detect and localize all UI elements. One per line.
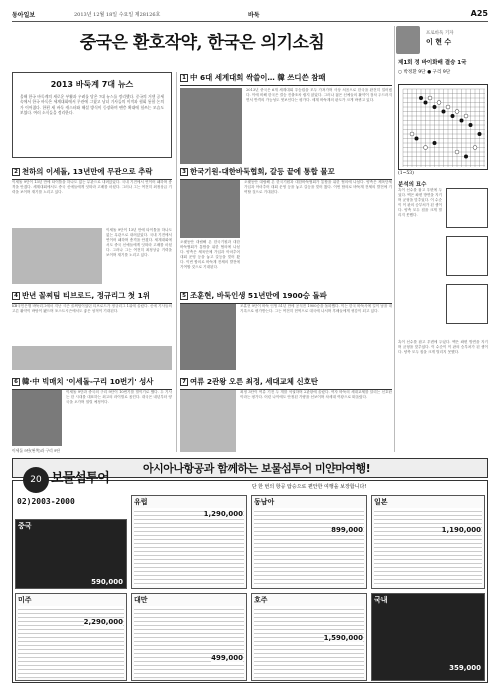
ad-phone: 02)2003-2000 (17, 497, 75, 506)
ad-dest: 동남아 (254, 498, 275, 506)
article-headline (180, 166, 392, 177)
ad-cell-china[interactable] (15, 519, 127, 589)
ad-price: 359,000 (449, 664, 481, 672)
game-info (398, 58, 488, 75)
ad-lines (134, 508, 244, 586)
ad-cell-sea[interactable] (251, 495, 367, 589)
game-title: 제1회 정 바이화배 결승 1국 (398, 60, 467, 66)
article-body: 오랫동안 대립해 온 한국기원과 대한바둑협회가 통합을 위한 협의에 나섰다. 양측은 체육단체 가입과 아마추어 대회 운영 등을 놓고 갈등을 빚어 왔다. 이번 합의로 바둑계 전체의 발전에 기여할 것으로 기대된다. (244, 180, 392, 195)
ad-cell-japan[interactable] (371, 495, 485, 589)
photo-caption: 이세돌 9단(왼쪽)과 구리 9단 (12, 448, 61, 453)
news-summary-box (12, 72, 172, 158)
ad-lines (254, 606, 364, 678)
column-divider (394, 26, 395, 452)
analysis-text: 흑이 선수를 잡고 우변에 두었다. 백은 좌변 방면을 지키며 균형을 맞추었다. 이 수순이 이 판의 승부처가 된 셈이다. 양측 모두 집을 크게 벌리지 못했다. (398, 188, 442, 218)
ad-lines (18, 606, 124, 678)
ad-dest: 미주 (18, 596, 32, 604)
page-headline: 중국은 환호작약, 한국은 의기소침 (79, 33, 325, 53)
ad-cell-taiwan[interactable] (131, 593, 247, 681)
column-author (396, 26, 488, 56)
article-body: 조훈현 9단이 바둑 인생 51년 만에 공식전 1900승을 돌파했다. 이는 한국 바둑사에 길이 남을 대기록으로 평가받는다. 그는 여전히 현역으로 대국에 나서며 후배들에게 귀감이 되고 있다. (240, 304, 392, 314)
article-photo (12, 228, 102, 284)
author-name: 이 현 수 (426, 38, 452, 46)
go-board (398, 84, 488, 170)
ad-dest: 일본 (374, 498, 388, 506)
article-body-cont: 오랫동안 대립해 온 한국기원과 대한바둑협회가 통합을 위한 협의에 나섰다. 양측은 체육단체 가입과 아마추어 대회 운영 등을 놓고 갈등을 빚어 왔다. 이번 합의로 바둑계 전체의 발전에 기여할 것으로 기대된다. (180, 240, 240, 270)
ad-lines (374, 508, 482, 586)
article-photo (180, 88, 242, 164)
article-photo (180, 304, 236, 370)
ad-subtext: 단 한 번의 항공 탑승으로 편안한 여행을 보장합니다! (251, 484, 367, 490)
ad-dest: 국내 (374, 596, 388, 604)
article-body: 이세돌 9단이 13년 만에 타이틀을 하나도 없는 무관으로 내려앉았다. 국내 기전에서 연이어 패하며 충격을 안겼다. 세계대회에서도 중국 신예들에게 잇따라 고배를 마셨다. 그러나 그는 여전히 최정상급 기력을 보이며 재기를 노리고 있다. (12, 180, 172, 195)
article-6[interactable] (12, 376, 172, 390)
ad-cell-domestic[interactable] (371, 593, 485, 681)
ad-cell-europe[interactable] (131, 495, 247, 589)
diagram-board-1 (446, 188, 488, 228)
divider (180, 85, 392, 86)
column-divider (176, 72, 177, 452)
players (398, 69, 488, 75)
article-title: 한국기원-대한바둑협회, 갈등 끝에 통합 물꼬 (190, 167, 335, 176)
article-number: 5 (180, 292, 188, 300)
article-title: 中 6대 세계대회 싹쓸이… 韓 쓰디쓴 참패 (190, 73, 326, 82)
article-number: 1 (180, 74, 188, 82)
article-body: KB국민은행 바둑리그에서 지난 시즌 꼴찌팀이었던 티브로드가 정규리그 1위에 올랐다. 신예 기사들의 고른 활약이 바탕이 됐으며 포스트시즌에서도 좋은 성적이 기대된다. (12, 304, 172, 314)
article-number: 2 (12, 168, 20, 176)
article-number: 7 (180, 378, 188, 386)
ad-headline: 아시아나항공과 함께하는 보물섬투어 미얀마여행! (143, 462, 371, 475)
article-title: 조훈현, 바둑인생 51년만에 1900승 돌파 (190, 291, 327, 300)
article-headline (12, 376, 172, 387)
ad-dest: 유럽 (134, 498, 148, 506)
ad-lines (134, 606, 244, 678)
ad-cell-america[interactable] (15, 593, 127, 681)
author-title: 프로바둑 기자 (426, 31, 454, 36)
diagram-board-2 (446, 236, 488, 276)
ad-dest: 대만 (134, 596, 148, 604)
article-title: 반년 꼴찌팀 티브로드, 정규리그 첫 1위 (22, 291, 150, 300)
go-board-grid (399, 85, 489, 171)
section-name: 바둑 (248, 12, 260, 19)
article-number: 4 (12, 292, 20, 300)
article-photo (180, 390, 236, 452)
publication-name: 동아일보 (12, 12, 36, 19)
ad-dest: 중국 (18, 522, 32, 530)
ad-price: 590,000 (91, 578, 123, 586)
ad-price: 899,000 (331, 526, 363, 534)
article-photo (180, 180, 240, 238)
article-headline (12, 166, 172, 177)
ad-price: 2,290,000 (83, 618, 123, 626)
article-headline (180, 72, 392, 83)
ad-lines (254, 508, 364, 586)
masthead (12, 8, 488, 22)
article-3[interactable] (180, 166, 392, 180)
article-photo (12, 346, 172, 370)
article-body: 2013년 중국은 6개 세계대회 우승컵을 모두 가져가며 사상 처음으로 한국을 완전히 밀어냈다. 이에 비해 한국은 결승 진출조차 쉽지 않았다. 그러나 젊은 신예들의 활약이 점차 두드러지면서 반격의 가능성도 엿보인다는 평가다. 세계 바둑계의 판도가 크게 바뀌고 있다. (246, 88, 392, 103)
article-number: 3 (180, 168, 188, 176)
article-7[interactable] (180, 376, 392, 390)
ad-price: 1,290,000 (203, 510, 243, 518)
article-body: 이세돌 9단과 중국의 구리 9단이 10번기를 벌이기로 했다. 두 기사는 한 시대를 대표하는 최고의 라이벌로 꼽힌다. 대국은 내년부터 양국을 오가며 열릴 예정이다. (66, 390, 172, 405)
article-number: 6 (12, 378, 20, 386)
ad-price: 499,000 (211, 654, 243, 662)
ad-cell-australia[interactable] (251, 593, 367, 681)
ad-price: 1,190,000 (441, 526, 481, 534)
board-caption: (1~53) (398, 171, 414, 176)
article-body-cont: 이세돌 9단이 13년 만에 타이틀을 하나도 없는 무관으로 내려앉았다. 국내 기전에서 연이어 패하며 충격을 안겼다. 세계대회에서도 중국 신예들에게 잇따라 고배를 마셨다. 그러나 그는 여전히 최정상급 기력을 보이며 재기를 노리고 있다. (106, 228, 172, 258)
diagram-board-3 (446, 284, 488, 324)
article-1[interactable] (180, 72, 392, 86)
logo-badge: 20 (23, 467, 49, 493)
ad-dest: 호주 (254, 596, 268, 604)
article-headline (180, 376, 392, 387)
news-box-body: 올해 한국 바둑계의 새로운 부활과 우려를 담은 7대 뉴스를 정리했다. 중국의 거센 공세 속에서 한국 바둑은 세계대회에서 무관에 그쳤고 남녀 기사들의 이적과 협회 통합 논의가 이어졌다. 한편 새 바둑 캐스터와 해설 방식이 등장하며 팬층 확대에 힘쓰는 모습도 보였다. 여러 소식들을 정리한다. (20, 94, 164, 116)
ad-logo-block (17, 465, 127, 513)
article-headline (12, 290, 172, 301)
ad-price: 1,590,000 (323, 634, 363, 642)
black-player: ● 구리 9단 (427, 70, 451, 75)
article-photo (12, 390, 62, 446)
white-player: ○ 박정환 9단 (398, 70, 426, 75)
article-title: 韓·中 빅매치 '이세돌-구리 10번기' 성사 (22, 377, 154, 386)
article-headline (180, 290, 392, 301)
article-5[interactable] (180, 290, 392, 304)
analysis-text-cont: 흑이 선수를 잡고 우변에 두었다. 백은 좌변 방면을 지키며 균형을 맞추었다. 이 수순이 이 판의 승부처가 된 셈이다. 양측 모두 집을 크게 벌리지 못했다. (398, 340, 488, 355)
article-title: 여류 2관왕 오른 최정, 세대교체 신호탄 (190, 377, 318, 386)
page-number: A25 (470, 9, 488, 18)
travel-ad[interactable] (12, 471, 488, 683)
author-photo (396, 26, 420, 54)
article-body: 최정 3단이 여류 기전 두 개를 석권하며 2관왕에 올랐다. 여자 바둑의 세대교체를 알리는 신호탄이라는 평가다. 어린 나이에도 안정된 기량을 선보이며 차세대 여왕으로 떠올랐다. (240, 390, 392, 400)
analysis-heading: 분석의 묘수 (398, 182, 427, 188)
ad-logo-text: 보물섬투어 (51, 471, 109, 486)
ad-subline (133, 483, 485, 493)
issue-date: 2013년 12월 18일 수요일 제28126호 (74, 12, 161, 18)
article-4[interactable] (12, 290, 172, 304)
article-2[interactable] (12, 166, 172, 180)
article-title: 천하의 이세돌, 13년만에 무관으로 추락 (22, 167, 153, 176)
news-box-title: 2013 바둑계 7대 뉴스 (50, 80, 134, 89)
